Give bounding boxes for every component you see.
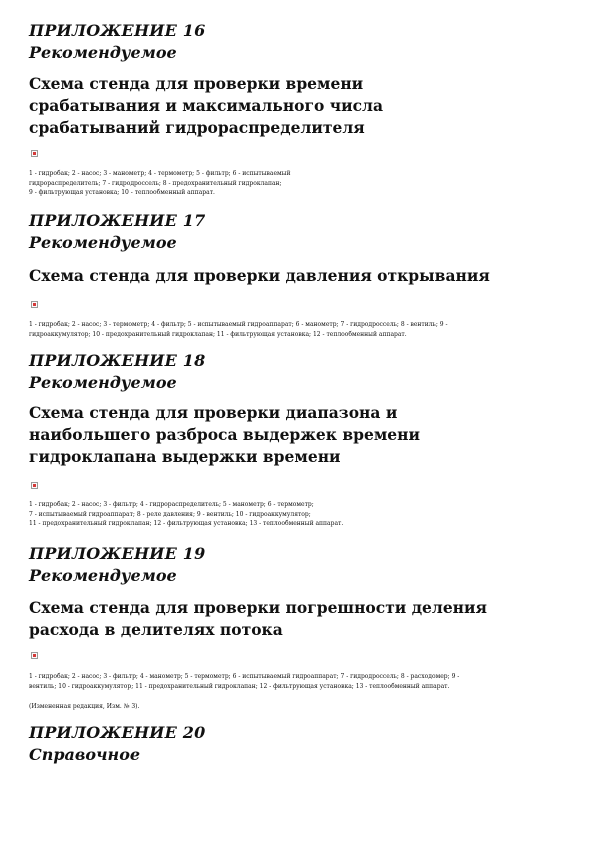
appendix-20: [29, 722, 569, 766]
broken-image-icon: [31, 652, 38, 659]
appendix-18-scheme-title: Схема стенда для проверки диапазона и наибольшего разброса выдержек времени гидроклапана выдержки времени: [29, 403, 421, 466]
legend-line: 7 - испытываемый гидроаппарат; 8 - реле давления; 9 - вентиль; 10 - гидроаккумулятор;: [29, 510, 311, 518]
appendix-19-legend: [29, 672, 564, 691]
appendix-19-scheme-title: Схема стенда для проверки погрешности деления расхода в делителях потока: [29, 598, 487, 639]
appendix-16-scheme: [29, 73, 499, 139]
appendix-17: [29, 210, 569, 254]
appendix-18-scheme: [29, 402, 509, 468]
legend-line: гидрораспределитель; 7 - гидродроссель; 8 - предохранительный гидроклапан;: [29, 179, 282, 187]
appendix-16: [29, 20, 569, 64]
appendix-18-status: Рекомендуемое: [29, 373, 177, 392]
appendix-19: [29, 543, 569, 587]
appendix-18-title: ПРИЛОЖЕНИЕ 18: [29, 351, 206, 370]
appendix-18-legend: [29, 500, 564, 529]
appendix-20-title: ПРИЛОЖЕНИЕ 20: [29, 723, 206, 742]
appendix-17-status: Рекомендуемое: [29, 233, 177, 252]
revision-note: (Измененная редакция, Изм. № 3).: [29, 703, 140, 710]
legend-line: гидроаккумулятор; 10 - предохранительный гидроклапан; 11 - фильтрующая установка; 12 - теплообменный аппарат.: [29, 330, 407, 338]
appendix-16-scheme-title: Схема стенда для проверки времени срабатывания и максимального числа срабатываний гидрораспределителя: [29, 74, 383, 137]
broken-image-icon: [31, 301, 38, 308]
broken-image-icon: [31, 482, 38, 489]
appendix-16-status: Рекомендуемое: [29, 43, 177, 62]
legend-line: 1 - гидробак; 2 - насос; 3 - фильтр; 4 - гидрораспределитель; 5 - манометр; 6 - термометр;: [29, 501, 314, 508]
appendix-17-scheme-title: Схема стенда для проверки давления открывания: [29, 266, 490, 285]
broken-image-icon: [31, 150, 38, 157]
legend-line: 1 - гидробак; 2 - насос; 3 - фильтр; 4 - манометр; 5 - термометр; 6 - испытываемый гидроаппарат; 7 - гидродроссель; 8 - расходомер; 9 -: [29, 673, 460, 680]
appendix-16-title: ПРИЛОЖЕНИЕ 16: [29, 21, 206, 40]
appendix-19-title: ПРИЛОЖЕНИЕ 19: [29, 544, 206, 563]
appendix-20-status: Справочное: [29, 745, 141, 764]
appendix-19-scheme: [29, 597, 549, 641]
appendix-16-legend: [29, 169, 564, 198]
legend-line: вентиль; 10 - гидроаккумулятор; 11 - предохранительный гидроклапан; 12 - фильтрующая установка; 13 - теплообменный аппарат.: [29, 682, 450, 690]
legend-line: 1 - гидробак; 2 - насос; 3 - манометр; 4 - термометр; 5 - фильтр; 6 - испытываемый: [29, 170, 291, 177]
appendix-17-title: ПРИЛОЖЕНИЕ 17: [29, 211, 206, 230]
legend-line: 1 - гидробак; 2 - насос; 3 - термометр; 4 - фильтр; 5 - испытываемый гидроаппарат; 6 - манометр; 7 - гидродроссель; 8 - вентиль; 9 -: [29, 321, 448, 328]
legend-line: 9 - фильтрующая установка; 10 - теплообменный аппарат.: [29, 189, 215, 196]
legend-line: 11 - предохранительный гидроклапан; 12 - фильтрующая установка; 13 - теплообменный аппарат.: [29, 520, 344, 527]
appendix-18: [29, 350, 569, 394]
appendix-17-scheme: [29, 265, 569, 287]
appendix-17-legend: [29, 320, 564, 339]
appendix-19-status: Рекомендуемое: [29, 566, 177, 585]
